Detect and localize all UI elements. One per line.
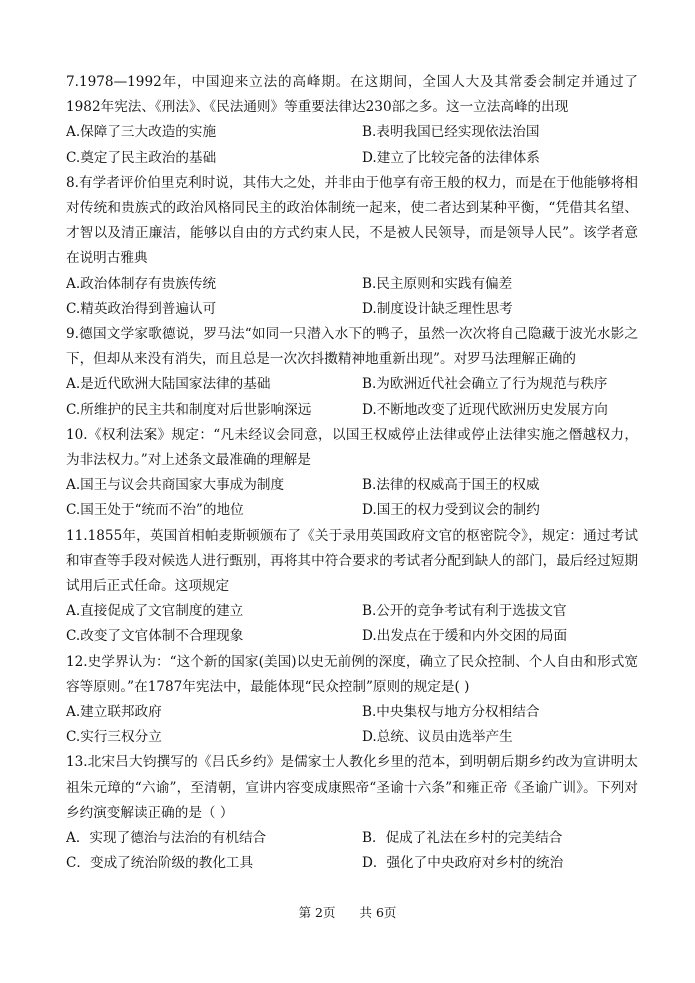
question-7 — [66, 70, 638, 171]
question-12 — [66, 650, 638, 751]
option-b: B.法律的权威高于国王的权威 — [362, 477, 540, 494]
option-a: A.政治体制存有贵族传统 — [66, 275, 217, 292]
option-d: D.不断地改变了近现代欧洲历史发展方向 — [362, 401, 608, 418]
option-a: A.保障了三大改造的实施 — [66, 124, 217, 141]
option-b: B．促成了礼法在乡村的完美结合 — [362, 830, 563, 847]
option-b: B.中央集权与地方分权相结合 — [362, 704, 540, 721]
option-d: D.制度设计缺乏理性思考 — [362, 300, 513, 317]
option-b: B.公开的竞争考试有利于选拔文官 — [362, 603, 567, 620]
option-d: D.总统、议员由选举产生 — [362, 729, 513, 746]
question-list — [66, 70, 638, 877]
option-c: C.实行三权分立 — [66, 729, 162, 746]
option-grid — [66, 599, 638, 649]
question-stem: 13.北宋吕大钧撰写的《吕氏乡约》是儒家士人教化乡里的范本，到明朝后期乡约改为宣讲明太祖朱元璋的“六谕”，至清朝，宣讲内容变成康熙帝“圣谕十六条”和雍正帝《圣谕广训》。下列对乡约演变解读正确的是（ ） — [66, 754, 638, 821]
option-b: B.表明我国已经实现依法治国 — [362, 124, 540, 141]
option-b: B.为欧洲近代社会确立了行为规范与秩序 — [362, 376, 608, 393]
page-footer — [0, 904, 695, 922]
option-c: C.改变了文官体制不合理现象 — [66, 628, 244, 645]
option-c: C.精英政治得到普遍认可 — [66, 300, 217, 317]
option-c: C.国王处于“统而不治”的地位 — [66, 502, 244, 519]
question-10 — [66, 423, 638, 524]
question-stem: 8.有学者评价伯里克利时说，其伟大之处，并非由于他享有帝王般的权力，而是在于他能够将相对传统和贵族式的政治风格同民主的政治体制统一起来，使二者达到某种平衡，“凭借其名望、才智以及清正廉洁，能够以自由的方式约束人民，不是被人民领导，而是领导人民”。该学者意在说明古雅典 — [66, 174, 638, 267]
question-11 — [66, 524, 638, 650]
option-b: B.民主原则和实践有偏差 — [362, 275, 513, 292]
option-a: A.直接促成了文官制度的建立 — [66, 603, 244, 620]
question-stem: 9.德国文学家歌德说，罗马法“如同一只潜入水下的鸭子，虽然一次次将自己隐藏于波光水影之下，但却从来没有消失，而且总是一次次抖擞精神地重新出现”。对罗马法理解正确的 — [66, 326, 638, 368]
option-d: D.出发点在于缓和内外交困的局面 — [362, 628, 568, 645]
question-stem: 7.1978—1992年，中国迎来立法的高峰期。在这期间，全国人大及其常委会制定并通过了1982年宪法、《刑法》、《民法通则》等重要法律达230部之多。这一立法高峰的出现 — [66, 74, 638, 116]
option-d: D.国王的权力受到议会的制约 — [362, 502, 540, 519]
option-a: A.国王与议会共商国家大事成为制度 — [66, 477, 285, 494]
question-stem: 12.史学界认为：“这个新的国家(美国)以史无前例的深度，确立了民众控制、个人自由和形式宽容等原则。”在1787年宪法中，最能体现“民众控制”原则的规定是( ) — [66, 653, 638, 695]
question-8 — [66, 171, 638, 322]
question-stem: 10.《权利法案》规定：“凡未经议会同意，以国王权威停止法律或停止法律实施之僭越权力，为非法权力。”对上述条文最准确的理解是 — [66, 426, 638, 469]
option-c: C.奠定了民主政治的基础 — [66, 149, 217, 166]
option-a: A．实现了德治与法治的有机结合 — [66, 830, 267, 847]
option-grid — [66, 826, 638, 876]
option-a: A.建立联邦政府 — [66, 704, 162, 721]
option-a: A.是近代欧洲大陆国家法律的基础 — [66, 376, 271, 393]
question-13 — [66, 750, 638, 876]
option-grid — [66, 372, 638, 422]
option-d: D．强化了中央政府对乡村的统治 — [362, 855, 564, 872]
question-9 — [66, 322, 638, 423]
option-c: C.所维护的民主共和制度对后世影响深远 — [66, 401, 312, 418]
page-total: 共 6页 — [359, 905, 397, 920]
option-c: C．变成了统治阶级的教化工具 — [66, 855, 254, 872]
option-grid — [66, 120, 638, 170]
option-grid — [66, 700, 638, 750]
page-number: 第 2页 — [298, 905, 336, 920]
question-stem: 11.1855年，英国首相帕麦斯顿颁布了《关于录用英国政府文官的枢密院令》，规定：通过考试和审查等手段对候选人进行甄别，再将其中符合要求的考试者分配到缺人的部门，最后经过短期试用后正式任命。这项规定 — [66, 527, 638, 595]
option-d: D.建立了比较完备的法律体系 — [362, 149, 540, 166]
option-grid — [66, 272, 638, 322]
option-grid — [66, 473, 638, 523]
